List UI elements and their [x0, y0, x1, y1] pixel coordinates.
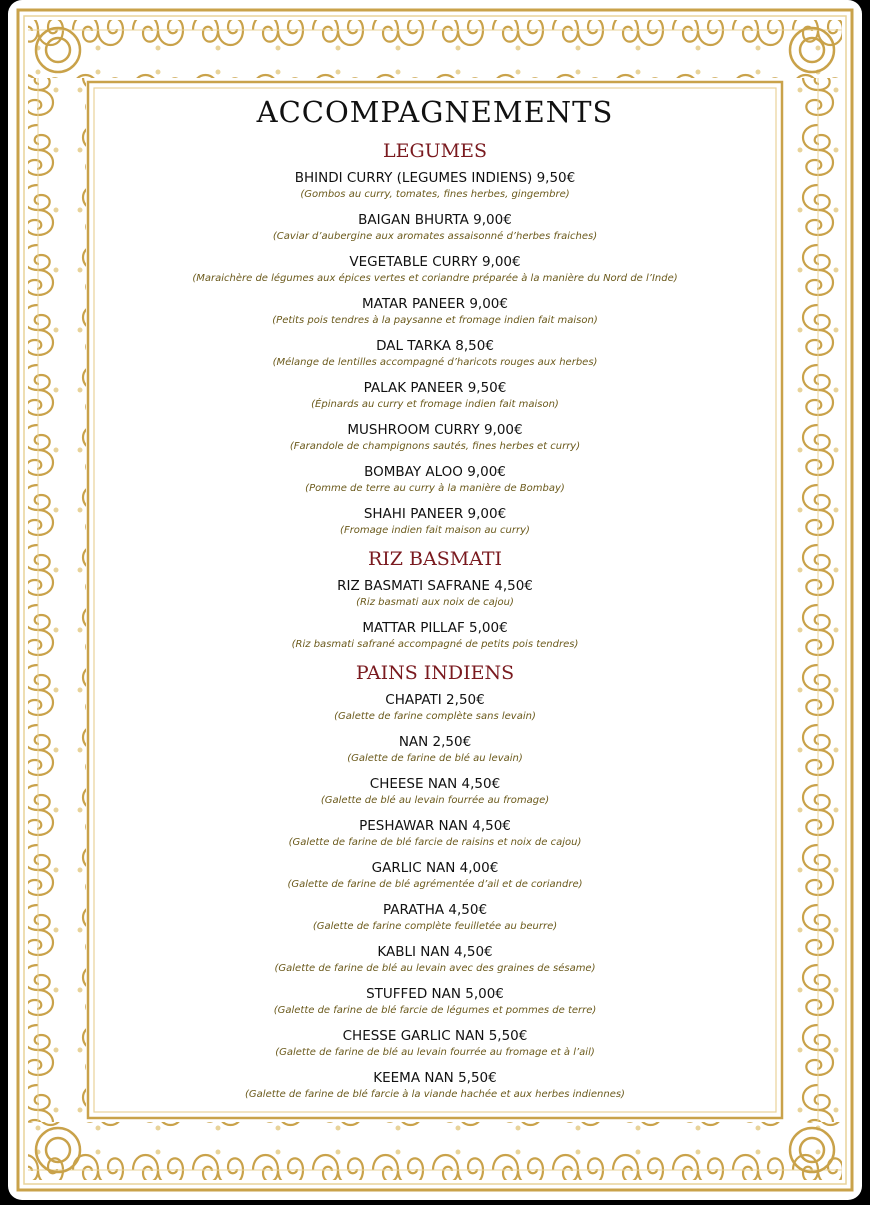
menu-item-description: (Riz basmati aux noix de cajou) [356, 597, 514, 608]
menu-item-description: (Galette de farine complète feuilletée au beurre) [312, 921, 558, 932]
section-legumes [88, 138, 782, 538]
section-riz-basmati [88, 546, 782, 652]
menu-item-description: (Galette de farine de blé farcie à la viande hachée et aux herbes indiennes) [245, 1089, 625, 1100]
menu-item-name: CHEESE NAN 4,50€ [369, 776, 501, 792]
menu-item-description: (Galette de farine de blé au levain fourrée au fromage et à l’ail) [275, 1047, 595, 1058]
menu-item-name: GARLIC NAN 4,00€ [371, 860, 499, 876]
menu-item-description: (Galette de farine de blé au levain) [347, 753, 523, 764]
menu-item-description: (Pomme de terre au curry à la manière de Bombay) [305, 483, 565, 494]
menu-item-description: (Petits pois tendres à la paysanne et fromage indien fait maison) [272, 315, 598, 326]
menu-item-name: MATAR PANEER 9,00€ [362, 296, 508, 312]
menu-item-description: (Galette de farine de blé au levain avec des graines de sésame) [274, 963, 596, 974]
menu-item-description: (Mélange de lentilles accompagné d’haricots rouges aux herbes) [272, 357, 598, 368]
menu-item-name: BHINDI CURRY (LEGUMES INDIENS) 9,50€ [294, 170, 576, 186]
menu-item-name: SHAHI PANEER 9,00€ [363, 506, 507, 522]
menu-item-description: (Maraichère de légumes aux épices vertes et coriandre préparée à la manière du Nord de l’Inde) [192, 273, 678, 284]
menu-item-description: (Galette de blé au levain fourrée au fromage) [320, 795, 550, 806]
menu-item-description: (Galette de farine complète sans levain) [334, 711, 536, 722]
menu-item-description: (Galette de farine de blé farcie de légumes et pommes de terre) [273, 1005, 597, 1016]
section-title: LEGUMES [382, 140, 488, 162]
page-title: ACCOMPAGNEMENTS [256, 95, 614, 129]
menu-item-name: STUFFED NAN 5,00€ [366, 986, 504, 1002]
menu-item-name: KEEMA NAN 5,50€ [373, 1070, 497, 1086]
menu-item-description: (Gombos au curry, tomates, fines herbes, gingembre) [300, 189, 570, 200]
menu-item-name: PALAK PANEER 9,50€ [363, 380, 507, 396]
menu-item-name: CHAPATI 2,50€ [385, 692, 485, 708]
menu-item-name: PARATHA 4,50€ [382, 902, 488, 918]
menu-content [88, 92, 782, 1110]
section-title: PAINS INDIENS [355, 662, 515, 684]
menu-item-name: RIZ BASMATI SAFRANE 4,50€ [337, 578, 533, 594]
section-pains-indiens [88, 660, 782, 1102]
menu-item-description: (Galette de farine de blé agrémentée d’ail et de coriandre) [287, 879, 583, 890]
menu-item-description: (Galette de farine de blé farcie de raisins et noix de cajou) [288, 837, 582, 848]
menu-item-name: PESHAWAR NAN 4,50€ [359, 818, 511, 834]
menu-item-name: CHESSE GARLIC NAN 5,50€ [342, 1028, 528, 1044]
menu-item-name: DAL TARKA 8,50€ [376, 338, 494, 354]
menu-item-name: BOMBAY ALOO 9,00€ [364, 464, 506, 480]
section-title: RIZ BASMATI [367, 548, 503, 570]
menu-item-description: (Fromage indien fait maison au curry) [340, 525, 530, 536]
menu-item-name: KABLI NAN 4,50€ [377, 944, 493, 960]
menu-item-name: MATTAR PILLAF 5,00€ [362, 620, 508, 636]
menu-item-name: BAIGAN BHURTA 9,00€ [358, 212, 512, 228]
menu-page [8, 0, 862, 1200]
menu-item-description: (Épinards au curry et fromage indien fait maison) [311, 399, 559, 410]
menu-item-name: MUSHROOM CURRY 9,00€ [347, 422, 523, 438]
menu-item-name: NAN 2,50€ [398, 734, 472, 750]
menu-item-description: (Riz basmati safrané accompagné de petits pois tendres) [291, 639, 579, 650]
menu-item-description: (Caviar d’aubergine aux aromates assaisonné d’herbes fraiches) [272, 231, 598, 242]
menu-item-description: (Farandole de champignons sautés, fines herbes et curry) [289, 441, 581, 452]
menu-item-name: VEGETABLE CURRY 9,00€ [349, 254, 521, 270]
